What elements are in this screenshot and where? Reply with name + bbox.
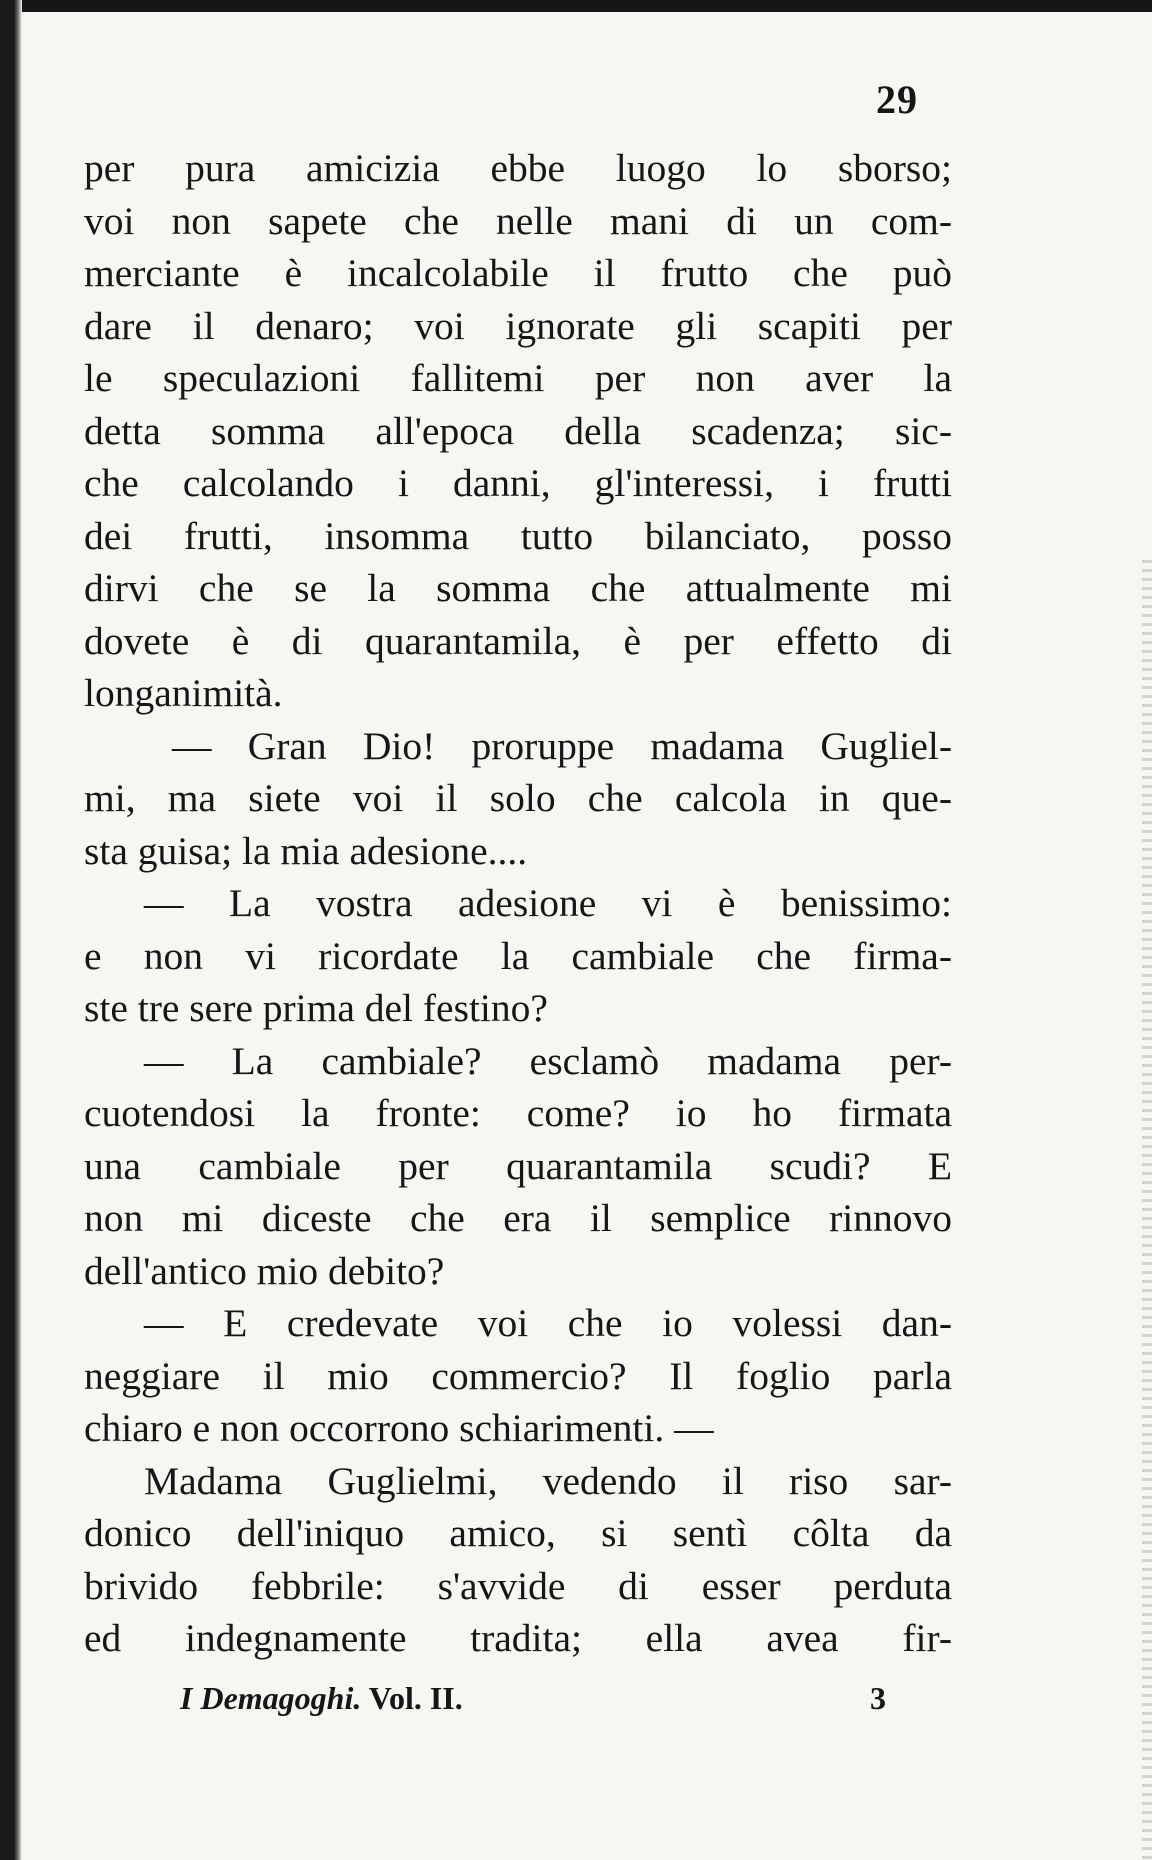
volume-number: Vol. II. [368,1680,463,1716]
text-line: ed indegnamente tradita; ella avea fir- [84,1616,952,1660]
text-line: dovete è di quarantamila, è per effetto di [84,618,952,663]
text-line: — La vostra adesione vi è benissimo: [144,881,952,925]
text-line: per pura amicizia ebbe luogo lo sborso; [84,146,952,190]
text-line: — La cambiale? esclamò madama per- [144,1038,952,1083]
text-line: merciante è incalcolabile il frutto che può [84,251,952,295]
page-number: 29 [876,77,918,122]
text-line: donico dell'iniquo amico, si sentì côlta da [84,1511,952,1555]
text-line: ste tre sere prima del festino? [84,986,548,1030]
text-line: che calcolando i danni, gl'interessi, i frutti [84,461,952,505]
text-line: dei frutti, insomma tutto bilanciato, posso [84,513,952,558]
text-line: sta guisa; la mia adesione.... [84,828,528,873]
text-line: non mi diceste che era il semplice rinnovo [84,1196,952,1240]
running-title: I Demagoghi. [180,1680,362,1716]
text-line: e non vi ricordate la cambiale che firma- [84,933,952,978]
text-line: — E credevate voi che io volessi dan- [144,1301,952,1345]
page-binding-edge [0,0,22,1860]
text-line: le speculazioni fallitemi per non aver la [84,356,952,400]
text-line: dare il denaro; voi ignorate gli scapiti per [84,303,952,348]
page-right-edge [1142,560,1152,1860]
top-border [0,0,1152,12]
text-line: cuotendosi la fronte: come? io ho firmata [84,1091,952,1135]
text-line: dirvi che se la somma che attualmente mi [84,566,952,610]
signature-mark: 3 [870,1680,886,1716]
text-line: — Gran Dio! proruppe madama Gugliel- [172,723,952,768]
text-line: neggiare il mio commercio? Il foglio parla [84,1353,952,1398]
text-line: detta somma all'epoca della scadenza; sic- [84,408,952,453]
text-line: longanimità. [84,671,283,715]
text-line: una cambiale per quarantamila scudi? E [84,1143,952,1188]
body-text [84,142,952,1665]
text-line: chiaro e non occorrono schiarimenti. — [84,1406,714,1450]
text-line: brivido febbrile: s'avvide di esser perduta [84,1563,952,1608]
text-line: voi non sapete che nelle mani di un com- [84,198,952,243]
page-footer [180,1680,900,1724]
text-line: dell'antico mio debito? [84,1248,445,1293]
text-line: mi, ma siete voi il solo che calcola in que- [84,776,952,820]
text-line: Madama Guglielmi, vedendo il riso sar- [144,1458,952,1503]
